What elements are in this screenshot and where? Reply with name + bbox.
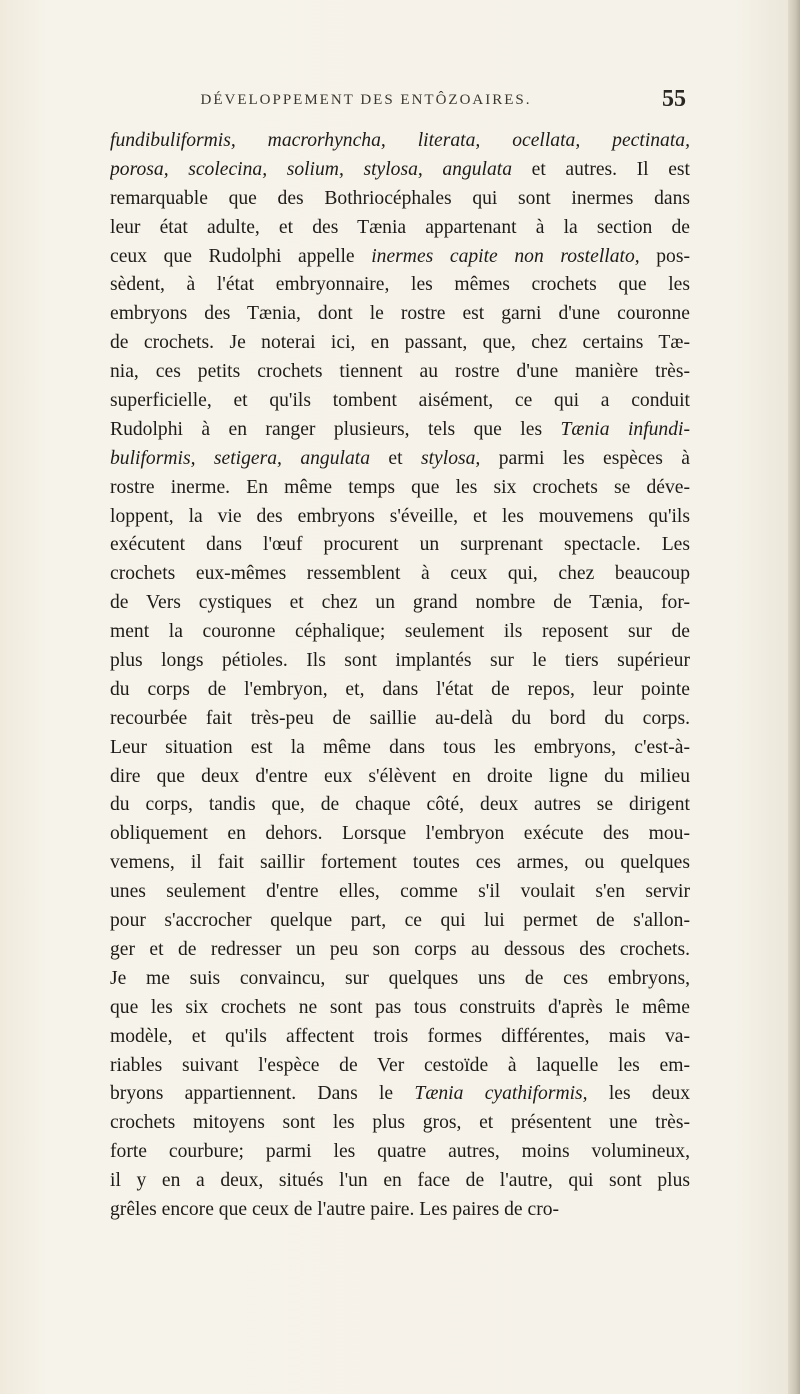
text-run: rostre inerme. En même temps que les six crochets se déve- xyxy=(110,476,690,498)
text-run: leur état adulte, et des Tænia appartenant à la section de xyxy=(110,216,690,238)
text-line xyxy=(110,474,690,503)
text-line xyxy=(110,358,690,387)
text-run: parmi les espèces à xyxy=(480,447,690,469)
text-line xyxy=(110,560,690,589)
text-run: crochets eux-mêmes ressemblent à ceux qui, chez beaucoup xyxy=(110,563,690,585)
text-line xyxy=(110,214,690,243)
text-run: Rudolphi à en ranger plusieurs, tels que les xyxy=(110,418,561,440)
text-run: Leur situation est la même dans tous les embryons, c'est-à- xyxy=(110,736,690,758)
text-run: Je me suis convaincu, sur quelques uns de ces embryons, xyxy=(110,967,690,989)
text-run: du corps, tandis que, de chaque côté, deux autres se dirigent xyxy=(110,794,690,816)
text-run: recourbée fait très-peu de saillie au-delà du bord du corps. xyxy=(110,707,690,729)
text-run: et xyxy=(370,447,421,469)
text-run: sèdent, à l'état embryonnaire, les mêmes crochets que les xyxy=(110,274,690,296)
text-line xyxy=(110,300,690,329)
text-run: unes seulement d'entre elles, comme s'il voulait s'en servir xyxy=(110,881,690,903)
text-line xyxy=(110,387,690,416)
text-line xyxy=(110,127,690,156)
text-run: nia, ces petits crochets tiennent au rostre d'une manière très- xyxy=(110,361,690,383)
text-run: que les six crochets ne sont pas tous construits d'après le même xyxy=(110,996,690,1018)
italic-term: fundibuliformis, macrorhyncha, literata, ocellata, pectinata, xyxy=(110,130,690,151)
page-number: 55 xyxy=(662,86,686,112)
text-line xyxy=(110,531,690,560)
text-line xyxy=(110,271,690,300)
text-run: pos- xyxy=(639,245,690,267)
italic-term: Tænia infundi- xyxy=(560,418,690,440)
text-run: exécutent dans l'œuf procurent un surprenant spectacle. Les xyxy=(110,534,690,556)
text-line xyxy=(110,445,690,474)
text-run: et autres. Il est xyxy=(512,158,690,180)
italic-term: inermes capite non rostellato, xyxy=(371,245,640,267)
italic-term: Tænia cyathiformis, xyxy=(414,1083,588,1105)
text-line xyxy=(110,734,690,763)
text-run: dire que deux d'entre eux s'élèvent en droite ligne du milieu xyxy=(110,765,690,787)
running-title: DÉVELOPPEMENT DES ENTÔZOAIRES. xyxy=(200,92,532,108)
text-line xyxy=(110,243,690,272)
text-line xyxy=(110,676,690,705)
text-run: obliquement en dehors. Lorsque l'embryon exécute des mou- xyxy=(110,823,690,845)
text-line xyxy=(110,820,690,849)
text-run: crochets mitoyens sont les plus gros, et présentent une très- xyxy=(110,1112,690,1134)
text-run: les deux xyxy=(587,1083,690,1105)
text-run: ceux que Rudolphi appelle xyxy=(110,245,372,267)
text-line xyxy=(110,647,690,676)
text-run: ment la couronne céphalique; seulement ils reposent sur de xyxy=(110,621,690,643)
text-line xyxy=(110,185,690,214)
text-run: modèle, et qu'ils affectent trois formes différentes, mais va- xyxy=(110,1025,690,1047)
text-line xyxy=(110,994,690,1023)
text-run: de crochets. Je noterai ici, en passant, que, chez certains Tæ- xyxy=(110,332,690,354)
text-run: embryons des Tænia, dont le rostre est garni d'une couronne xyxy=(110,303,690,325)
italic-term: stylosa, xyxy=(420,447,481,469)
text-line xyxy=(110,1052,690,1081)
italic-term: buliformis, setigera, angulata xyxy=(110,447,370,469)
text-line xyxy=(110,156,690,185)
text-run: loppent, la vie des embryons s'éveille, et les mouvemens qu'ils xyxy=(110,505,690,527)
text-line xyxy=(110,705,690,734)
text-line xyxy=(110,878,690,907)
text-run: vemens, il fait saillir fortement toutes ces armes, ou quelques xyxy=(110,852,690,874)
running-head xyxy=(96,86,686,122)
text-run: superficielle, et qu'ils tombent aisément, ce qui a conduit xyxy=(110,390,690,412)
text-line xyxy=(110,589,690,618)
text-run: du corps de l'embryon, et, dans l'état de repos, leur pointe xyxy=(110,678,690,700)
text-run: plus longs pétioles. Ils sont implantés sur le tiers supérieur xyxy=(110,650,690,672)
text-run: pour s'accrocher quelque part, ce qui lui permet de s'allon- xyxy=(110,910,690,932)
text-line xyxy=(110,1109,690,1138)
text-line xyxy=(110,1023,690,1052)
text-line xyxy=(110,936,690,965)
text-line xyxy=(110,1196,690,1225)
text-line xyxy=(110,1138,690,1167)
page-edge-shadow xyxy=(788,0,800,1394)
text-run: riables suivant l'espèce de Ver cestoïde à laquelle les em- xyxy=(110,1054,690,1076)
text-line xyxy=(110,416,690,445)
text-run: ger et de redresser un peu son corps au dessous des crochets. xyxy=(110,938,690,960)
body-text xyxy=(110,127,690,1225)
text-run: bryons appartiennent. Dans le xyxy=(110,1083,415,1105)
text-run: de Vers cystiques et chez un grand nombre de Tænia, for- xyxy=(110,592,690,614)
text-line xyxy=(110,1167,690,1196)
text-line xyxy=(110,965,690,994)
text-line xyxy=(110,329,690,358)
text-run: forte courbure; parmi les quatre autres, moins volumineux, xyxy=(110,1141,690,1163)
text-line xyxy=(110,618,690,647)
text-run: remarquable que des Bothriocéphales qui sont inermes dans xyxy=(110,187,690,209)
text-run: grêles encore que ceux de l'autre paire. Les paires de cro- xyxy=(110,1198,560,1220)
italic-term: porosa, scolecina, solium, stylosa, angulata xyxy=(110,158,513,180)
text-line xyxy=(110,763,690,792)
text-line xyxy=(110,849,690,878)
text-line xyxy=(110,907,690,936)
text-run: il y en a deux, situés l'un en face de l'autre, qui sont plus xyxy=(110,1170,690,1192)
text-line xyxy=(110,503,690,532)
text-line xyxy=(110,1080,690,1109)
text-line xyxy=(110,791,690,820)
